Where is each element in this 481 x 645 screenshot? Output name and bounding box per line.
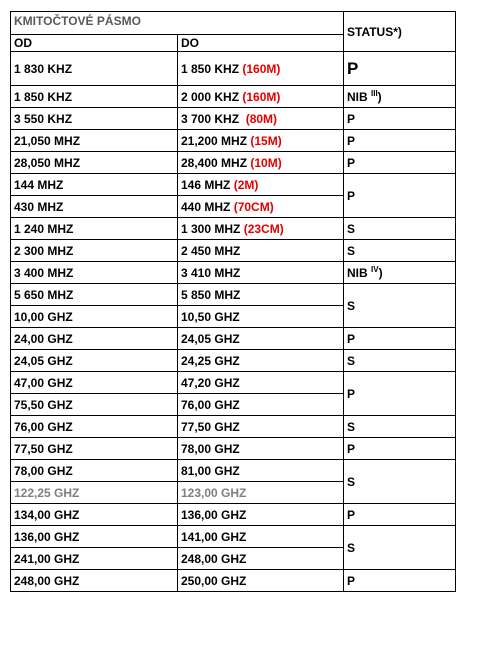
from-cell: 3 400 MHZ xyxy=(11,262,178,284)
status-cell: S xyxy=(344,526,456,570)
to-cell: 250,00 GHZ xyxy=(178,570,344,592)
to-cell: 47,20 GHZ xyxy=(178,372,344,394)
to-value: 2 000 KHZ xyxy=(181,89,240,104)
to-cell xyxy=(178,174,344,196)
from-cell: 1 240 MHZ xyxy=(11,218,178,240)
status-cell: S xyxy=(344,240,456,262)
to-cell: 77,50 GHZ xyxy=(178,416,344,438)
band-label: (160M) xyxy=(242,61,281,76)
to-cell: 248,00 GHZ xyxy=(178,548,344,570)
footnote-ref: IV xyxy=(371,265,379,274)
table-row xyxy=(11,52,456,86)
to-cell: 24,25 GHZ xyxy=(178,350,344,372)
band-label: (10M) xyxy=(250,155,282,170)
from-cell: 75,50 GHZ xyxy=(11,394,178,416)
to-cell xyxy=(178,86,344,108)
from-cell: 10,00 GHZ xyxy=(11,306,178,328)
from-cell: 1 830 KHZ xyxy=(11,52,178,86)
from-cell: 136,00 GHZ xyxy=(11,526,178,548)
to-cell: 2 450 MHZ xyxy=(178,240,344,262)
table-row xyxy=(11,372,456,394)
table-row xyxy=(11,350,456,372)
from-cell: 241,00 GHZ xyxy=(11,548,178,570)
band-label: (80M) xyxy=(245,111,278,126)
table-row xyxy=(11,130,456,152)
table-row xyxy=(11,174,456,196)
status-cell: S xyxy=(344,460,456,504)
from-cell: 76,00 GHZ xyxy=(11,416,178,438)
table-row xyxy=(11,86,456,108)
status-cell: P xyxy=(344,174,456,218)
to-value: 146 MHZ xyxy=(181,177,231,192)
status-cell: S xyxy=(344,416,456,438)
band-label: (23CM) xyxy=(243,221,284,236)
table-row xyxy=(11,504,456,526)
to-cell: 24,05 GHZ xyxy=(178,328,344,350)
from-cell: 248,00 GHZ xyxy=(11,570,178,592)
table-row xyxy=(11,240,456,262)
to-value: 1 300 MHZ xyxy=(181,221,241,236)
status-cell: P xyxy=(344,570,456,592)
from-cell: 5 650 MHZ xyxy=(11,284,178,306)
to-cell: 141,00 GHZ xyxy=(178,526,344,548)
to-cell xyxy=(178,108,344,130)
to-value: 1 850 KHZ xyxy=(181,61,240,76)
status-cell: P xyxy=(344,438,456,460)
from-cell: 3 550 KHZ xyxy=(11,108,178,130)
table-row xyxy=(11,108,456,130)
from-cell: 1 850 KHZ xyxy=(11,86,178,108)
from-cell: 77,50 GHZ xyxy=(11,438,178,460)
status-cell: S xyxy=(344,284,456,328)
to-cell: 76,00 GHZ xyxy=(178,394,344,416)
status-value: NIB xyxy=(347,90,371,104)
to-value: 440 MHZ xyxy=(181,199,231,214)
from-cell: 24,00 GHZ xyxy=(11,328,178,350)
to-cell: 123,00 GHZ xyxy=(178,482,344,504)
to-cell: 136,00 GHZ xyxy=(178,504,344,526)
to-cell xyxy=(178,152,344,174)
from-cell: 430 MHZ xyxy=(11,196,178,218)
from-cell: 122,25 GHZ xyxy=(11,482,178,504)
footnote-close: ) xyxy=(378,266,383,280)
table-row xyxy=(11,218,456,240)
status-cell: P xyxy=(344,504,456,526)
band-spacer xyxy=(239,112,246,126)
status-cell xyxy=(344,86,456,108)
table-row xyxy=(11,570,456,592)
band-label: (2M) xyxy=(233,177,259,192)
status-cell: P xyxy=(344,152,456,174)
table-row xyxy=(11,262,456,284)
from-cell: 2 300 MHZ xyxy=(11,240,178,262)
footnote-ref: III xyxy=(371,89,378,98)
to-cell: 81,00 GHZ xyxy=(178,460,344,482)
from-cell: 47,00 GHZ xyxy=(11,372,178,394)
status-cell: P xyxy=(344,328,456,350)
status-value: NIB xyxy=(347,266,371,280)
status-column-header: STATUS*) xyxy=(344,12,456,52)
band-label: (160M) xyxy=(242,89,281,104)
status-value: P xyxy=(347,58,359,78)
status-cell: S xyxy=(344,218,456,240)
frequency-band-table xyxy=(10,11,456,592)
from-cell: 144 MHZ xyxy=(11,174,178,196)
to-value: 3 700 KHZ xyxy=(181,111,240,126)
status-cell: P xyxy=(344,130,456,152)
from-cell: 28,050 MHZ xyxy=(11,152,178,174)
to-cell xyxy=(178,52,344,86)
from-column-header: OD xyxy=(11,35,178,52)
footnote-close: ) xyxy=(377,90,382,104)
from-cell: 21,050 MHZ xyxy=(11,130,178,152)
to-value: 21,200 MHZ xyxy=(181,133,248,148)
table-row xyxy=(11,328,456,350)
from-cell: 134,00 GHZ xyxy=(11,504,178,526)
status-cell: P xyxy=(344,372,456,416)
to-cell: 78,00 GHZ xyxy=(178,438,344,460)
to-cell: 10,50 GHZ xyxy=(178,306,344,328)
to-cell xyxy=(178,218,344,240)
table-row xyxy=(11,526,456,548)
to-cell xyxy=(178,196,344,218)
status-cell: S xyxy=(344,350,456,372)
to-cell: 5 850 MHZ xyxy=(178,284,344,306)
band-label: (15M) xyxy=(250,133,282,148)
band-group-title: KMITOČTOVÉ PÁSMO xyxy=(11,12,344,35)
to-value: 28,400 MHZ xyxy=(181,155,248,170)
status-cell xyxy=(344,262,456,284)
table-row xyxy=(11,460,456,482)
table-row xyxy=(11,438,456,460)
to-cell: 3 410 MHZ xyxy=(178,262,344,284)
table-row xyxy=(11,284,456,306)
to-cell xyxy=(178,130,344,152)
status-cell: P xyxy=(344,108,456,130)
from-cell: 78,00 GHZ xyxy=(11,460,178,482)
status-cell xyxy=(344,52,456,86)
from-cell: 24,05 GHZ xyxy=(11,350,178,372)
to-column-header: DO xyxy=(178,35,344,52)
table-row xyxy=(11,152,456,174)
table-row xyxy=(11,416,456,438)
band-label: (70CM) xyxy=(233,199,274,214)
